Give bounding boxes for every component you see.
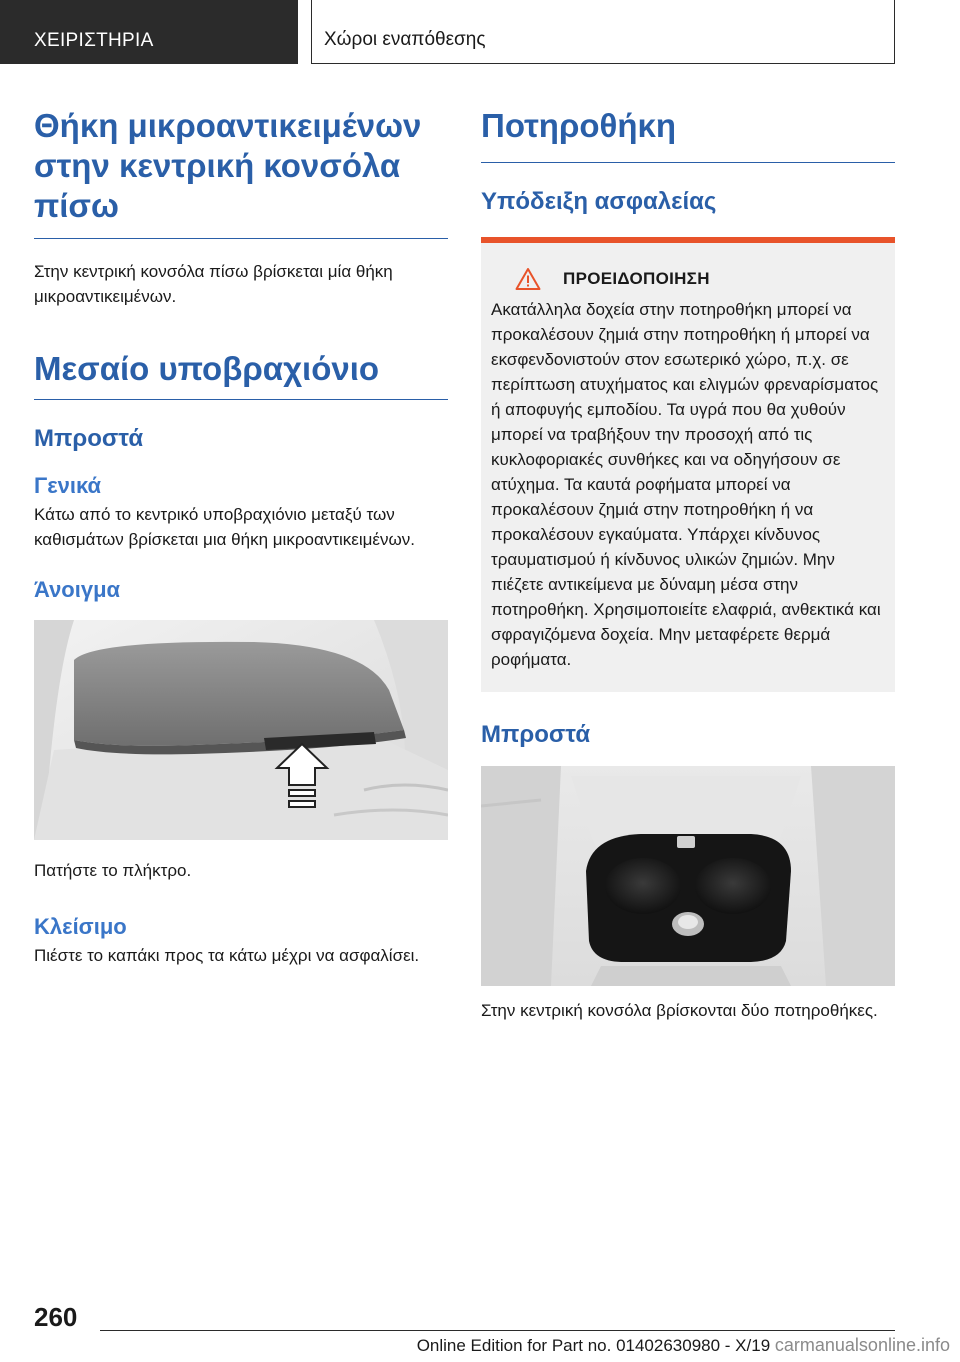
warning-panel [481,237,895,692]
section-rule [34,399,448,400]
header-chapter-box [311,0,895,64]
opening-subtitle: Άνοιγμα [34,577,121,602]
warning-box [481,243,895,692]
front-subtitle: Μπροστά [34,425,144,452]
general-text: Κάτω από το κεντρικό υποβραχιόνιο μεταξύ των καθισμάτων βρίσκεται μια θήκη μικροαντικειμένων. [34,505,415,549]
cupholder-title: Ποτηροθήκη [481,107,677,144]
footer-edition-text: Online Edition for Part no. 01402630980 - X/19 [416,1336,771,1355]
warning-label: ΠΡΟΕΙΔΟΠΟΙΗΣΗ [563,269,710,288]
rear-console-intro: Στην κεντρική κονσόλα πίσω βρίσκεται μία θήκη μικροαντικειμένων. [34,262,393,306]
warning-text: Ακατάλληλα δοχεία στην ποτηροθήκη μπορεί να προκαλέσουν ζημιά στην ποτηροθήκη ή μπορεί να εκσφενδονιστούν στον εσωτερικό χώρο, π.χ. σε περίπτωση ατυχήματος και ελιγμών φρεναρίσματος ή αποφυγής εμποδίου. Τα υγρά που θα χυθούν μπορεί να τραβήξουν την προσοχή από τις κυκλοφοριακές συνθήκες και να οδηγήσουν σε ατύχημα. Τα καυτά ροφήματα μπορεί να προκαλέσουν ζημιά στην ποτηροθήκη ή να προκαλέσουν εγκαύματα. Υπάρχει κίνδυνος τραυματισμού ή κίνδυνος υλικών ζημιών. Μην πιέζετε αντικείμενα με δύναμη μέσα στην ποτηροθήκη. Χρησιμοποιείτε ελαφριά, ανθεκτικά και σφραγιζόμενα δοχεία. Μην μεταφέρετε θερμά ροφήματα. [491,300,881,669]
opening-caption: Πατήστε το πλήκτρο. [34,861,192,880]
general-subtitle: Γενικά [34,473,102,498]
warning-triangle-icon [515,267,541,291]
safety-note-title: Υπόδειξη ασφαλείας [481,188,717,215]
cupholder-caption: Στην κεντρική κονσόλα βρίσκονται δύο ποτηροθήκες. [481,1001,878,1020]
right-column [481,106,895,1023]
armrest-photo [34,620,448,840]
footer-rule [100,1330,895,1331]
header-chapter-label: Χώροι εναπόθεσης [324,29,486,50]
footer-edition [417,1335,950,1356]
cupholder-photo [481,766,895,986]
page-number: 260 [34,1302,78,1332]
title-rule [34,238,448,239]
closing-text: Πιέστε το καπάκι προς τα κάτω μέχρι να ασφαλίσει. [34,946,420,965]
header-section-label: ΧΕΙΡΙΣΤΗΡΙΑ [34,30,154,51]
footer-watermark: carmanualsonline.info [774,1335,950,1355]
center-armrest-title: Μεσαίο υποβραχιόνιο [34,350,380,387]
cupholder-rule [481,162,895,163]
left-column [34,106,448,968]
warning-header [491,265,885,293]
closing-subtitle: Κλείσιμο [34,914,127,939]
rear-console-storage-title: Θήκη μικροαντικειμένων στην κεντρική κονσόλα πίσω [34,107,422,224]
header-section-tab [0,0,298,64]
front-cupholder-subtitle: Μπροστά [481,721,591,748]
